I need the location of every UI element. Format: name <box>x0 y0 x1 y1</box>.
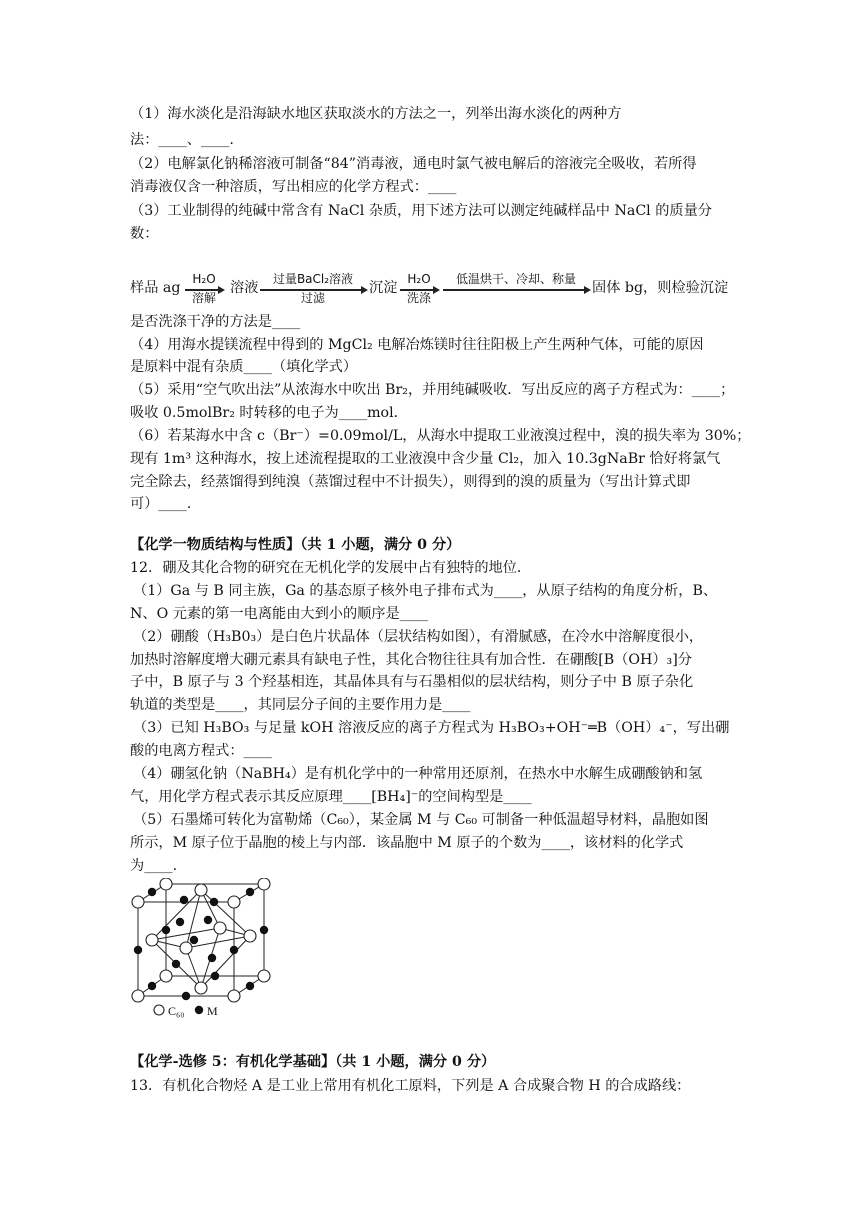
c60-atom <box>258 878 270 890</box>
q6-line-3: 完全除去，经蒸馏得到纯溴（蒸馏过程中不计损失），则得到的溴的质量为（写出计算式即 <box>130 474 691 490</box>
flow-arrow-dry <box>443 274 589 304</box>
m-atom <box>208 954 216 962</box>
q13-intro: 13．有机化合物烃 A 是工业上常用有机化工原料，下列是 A 合成聚合物 H 的合成路线： <box>130 1078 691 1094</box>
process-flow <box>0 262 860 308</box>
c60-atom <box>244 930 256 942</box>
c60-atom <box>146 934 158 946</box>
q12-1-line-1: （1）Ga 与 B 同主族，Ga 的基态原子核外电子排布式为____，从原子结构的角度分析，B、 <box>133 583 718 599</box>
flow-arrow-dissolve <box>185 274 223 304</box>
m-legend-label: M <box>207 1004 218 1018</box>
q12-5-line-2: 所示，M 原子位于晶胞的棱上与内部．该晶胞中 M 原子的个数为____，该材料的化学式 <box>130 835 684 851</box>
c60-atom <box>132 990 144 1002</box>
m-atom <box>246 982 254 990</box>
q12-3-line-2: 酸的电离方程式：____ <box>130 743 272 759</box>
q12-5-line-1: （5）石墨烯可转化为富勒烯（C₆₀），某金属 M 与 C₆₀ 可制备一种低温超导材料，晶胞如图 <box>133 812 709 828</box>
m-atom <box>162 926 170 934</box>
c60-atom <box>228 990 240 1002</box>
m-atom <box>148 982 156 990</box>
flow-arrow-filter-top: 过量BaCl₂溶液 <box>272 272 354 286</box>
q12-1-line-2: N、O 元素的第一电离能由大到小的顺序是____ <box>130 606 429 622</box>
q3-line-1: （3）工业制得的纯碱中常含有 NaCl 杂质，用下述方法可以测定纯碱样品中 NaCl 的质量分 <box>130 203 712 219</box>
q6-line-2: 现有 1m³ 这种海水，按上述流程提取的工业液溴中含少量 Cl₂，加入 10.3gNaBr 恰好将氯气 <box>130 451 721 467</box>
c60-legend-icon <box>154 1005 164 1015</box>
m-atom <box>190 936 198 944</box>
c60-atom <box>132 896 144 908</box>
section-12-heading: 【化学一物质结构与性质】（共 1 小题，满分 0 分） <box>130 537 461 553</box>
m-legend-icon <box>195 1006 203 1014</box>
q3-line-3: 是否洗涤干净的方法是____ <box>130 314 301 330</box>
q4-line-1: （4）用海水提镁流程中得到的 MgCl₂ 电解冶炼镁时往往阳极上产生两种气体，可能的原因 <box>130 337 704 353</box>
arrow-head-icon <box>584 286 591 294</box>
section-13-heading: 【化学-选修 5：有机化学基础】（共 1 小题，满分 0 分） <box>130 1054 496 1070</box>
flow-arrow-wash <box>400 274 438 304</box>
flow-arrow-wash-bottom: 洗涤 <box>406 291 431 305</box>
m-atom <box>204 916 212 924</box>
m-atom <box>148 888 156 896</box>
q12-2-line-4: 轨道的类型是____，其同层分子间的主要作用力是____ <box>130 697 471 713</box>
q12-2-line-2: 加热时溶解度增大硼元素具有缺电子性，其化合物往往具有加合性．在硼酸[B（OH）₃]分 <box>130 652 692 668</box>
flow-start-text: 样品 ag <box>130 280 181 296</box>
c60-legend-label: C₆₀ <box>168 1004 185 1018</box>
c60-atom <box>180 942 192 954</box>
crystal-cell-figure <box>128 878 274 1020</box>
c60-atom <box>195 884 207 896</box>
c60-atom <box>160 878 172 890</box>
flow-arrow-wash-top: H₂O <box>407 272 431 286</box>
flow-arrow-filter-bottom: 过滤 <box>300 291 325 305</box>
flow-precipitate-text: 沉淀 <box>369 280 398 296</box>
arrow-shaft <box>443 289 589 291</box>
q12-4-line-2: 气，用化学方程式表示其反应原理____[BH₄]⁻的空间构型是____ <box>130 789 532 805</box>
c60-atom <box>195 982 207 994</box>
flow-arrow-filter <box>260 274 366 304</box>
q4-line-2: 是原料中混有杂质____（填化学式） <box>130 359 358 375</box>
flow-arrow-dissolve-top: H₂O <box>192 272 216 286</box>
m-atom <box>172 960 180 968</box>
q5-line-1: （5）采用“空气吹出法”从浓海水中吹出 Br₂，并用纯碱吸收．写出反应的离子方程式为：____； <box>130 382 735 398</box>
q1-line-2: 法：____、____. <box>130 132 234 148</box>
c60-atom <box>228 896 240 908</box>
c60-atom <box>258 970 270 982</box>
m-atom <box>211 972 219 980</box>
m-atom <box>176 918 184 926</box>
q3-line-2: 数： <box>130 226 159 242</box>
c60-atom <box>160 970 172 982</box>
q5-line-2: 吸收 0.5molBr₂ 时转移的电子为____mol． <box>130 405 408 421</box>
flow-arrow-dissolve-bottom: 溶解 <box>191 291 216 305</box>
q6-line-1: （6）若某海水中含 c（Br⁻）=0.09mol/L，从海水中提取工业液溴过程中，溴的损失率为 30%； <box>130 428 751 444</box>
q12-4-line-1: （4）硼氢化钠（NaBH₄）是有机化学中的一种常用还原剂，在热水中水解生成硼酸钠和氢 <box>133 766 703 782</box>
q12-2-line-1: （2）硼酸（H₃B0₃）是白色片状晶体（层状结构如图），有滑腻感，在冷水中溶解度很小， <box>133 629 704 645</box>
m-atom <box>246 888 254 896</box>
flow-solution-text: 溶液 <box>230 280 259 296</box>
q12-2-line-3: 子中，B 原子与 3 个羟基相连，其晶体具有与石墨相似的层状结构，则分子中 B 原子杂化 <box>130 674 694 690</box>
c60-atom <box>214 922 226 934</box>
m-atom <box>260 926 268 934</box>
q12-3-line-1: （3）已知 H₃BO₃ 与足量 kOH 溶液反应的离子方程式为 H₃BO₃+OH⁻═B（OH）₄⁻，写出硼 <box>133 720 730 736</box>
q6-line-4: 可）____. <box>130 496 192 512</box>
q2-line-2: 消毒液仅含一种溶质，写出相应的化学方程式：____ <box>130 179 457 195</box>
q1-line-1: （1）海水淡化是沿海缺水地区获取淡水的方法之一，列举出海水淡化的两种方 <box>130 106 622 122</box>
q12-intro: 12．硼及其化合物的研究在无机化学的发展中占有独特的地位． <box>130 560 532 576</box>
q12-5-line-3: 为____. <box>130 858 178 874</box>
flow-end-text: 固体 bg，则检验沉淀 <box>592 280 729 296</box>
m-atom <box>134 946 142 954</box>
m-atom <box>230 946 238 954</box>
m-atom <box>210 898 218 906</box>
q2-line-1: （2）电解氯化钠稀溶液可制备“84”消毒液，通电时氯气被电解后的溶液完全吸收，若所得 <box>130 156 697 172</box>
flow-arrow-dry-top: 低温烘干、冷却、称量 <box>455 272 576 286</box>
m-atom <box>180 896 188 904</box>
m-atom <box>182 992 190 1000</box>
